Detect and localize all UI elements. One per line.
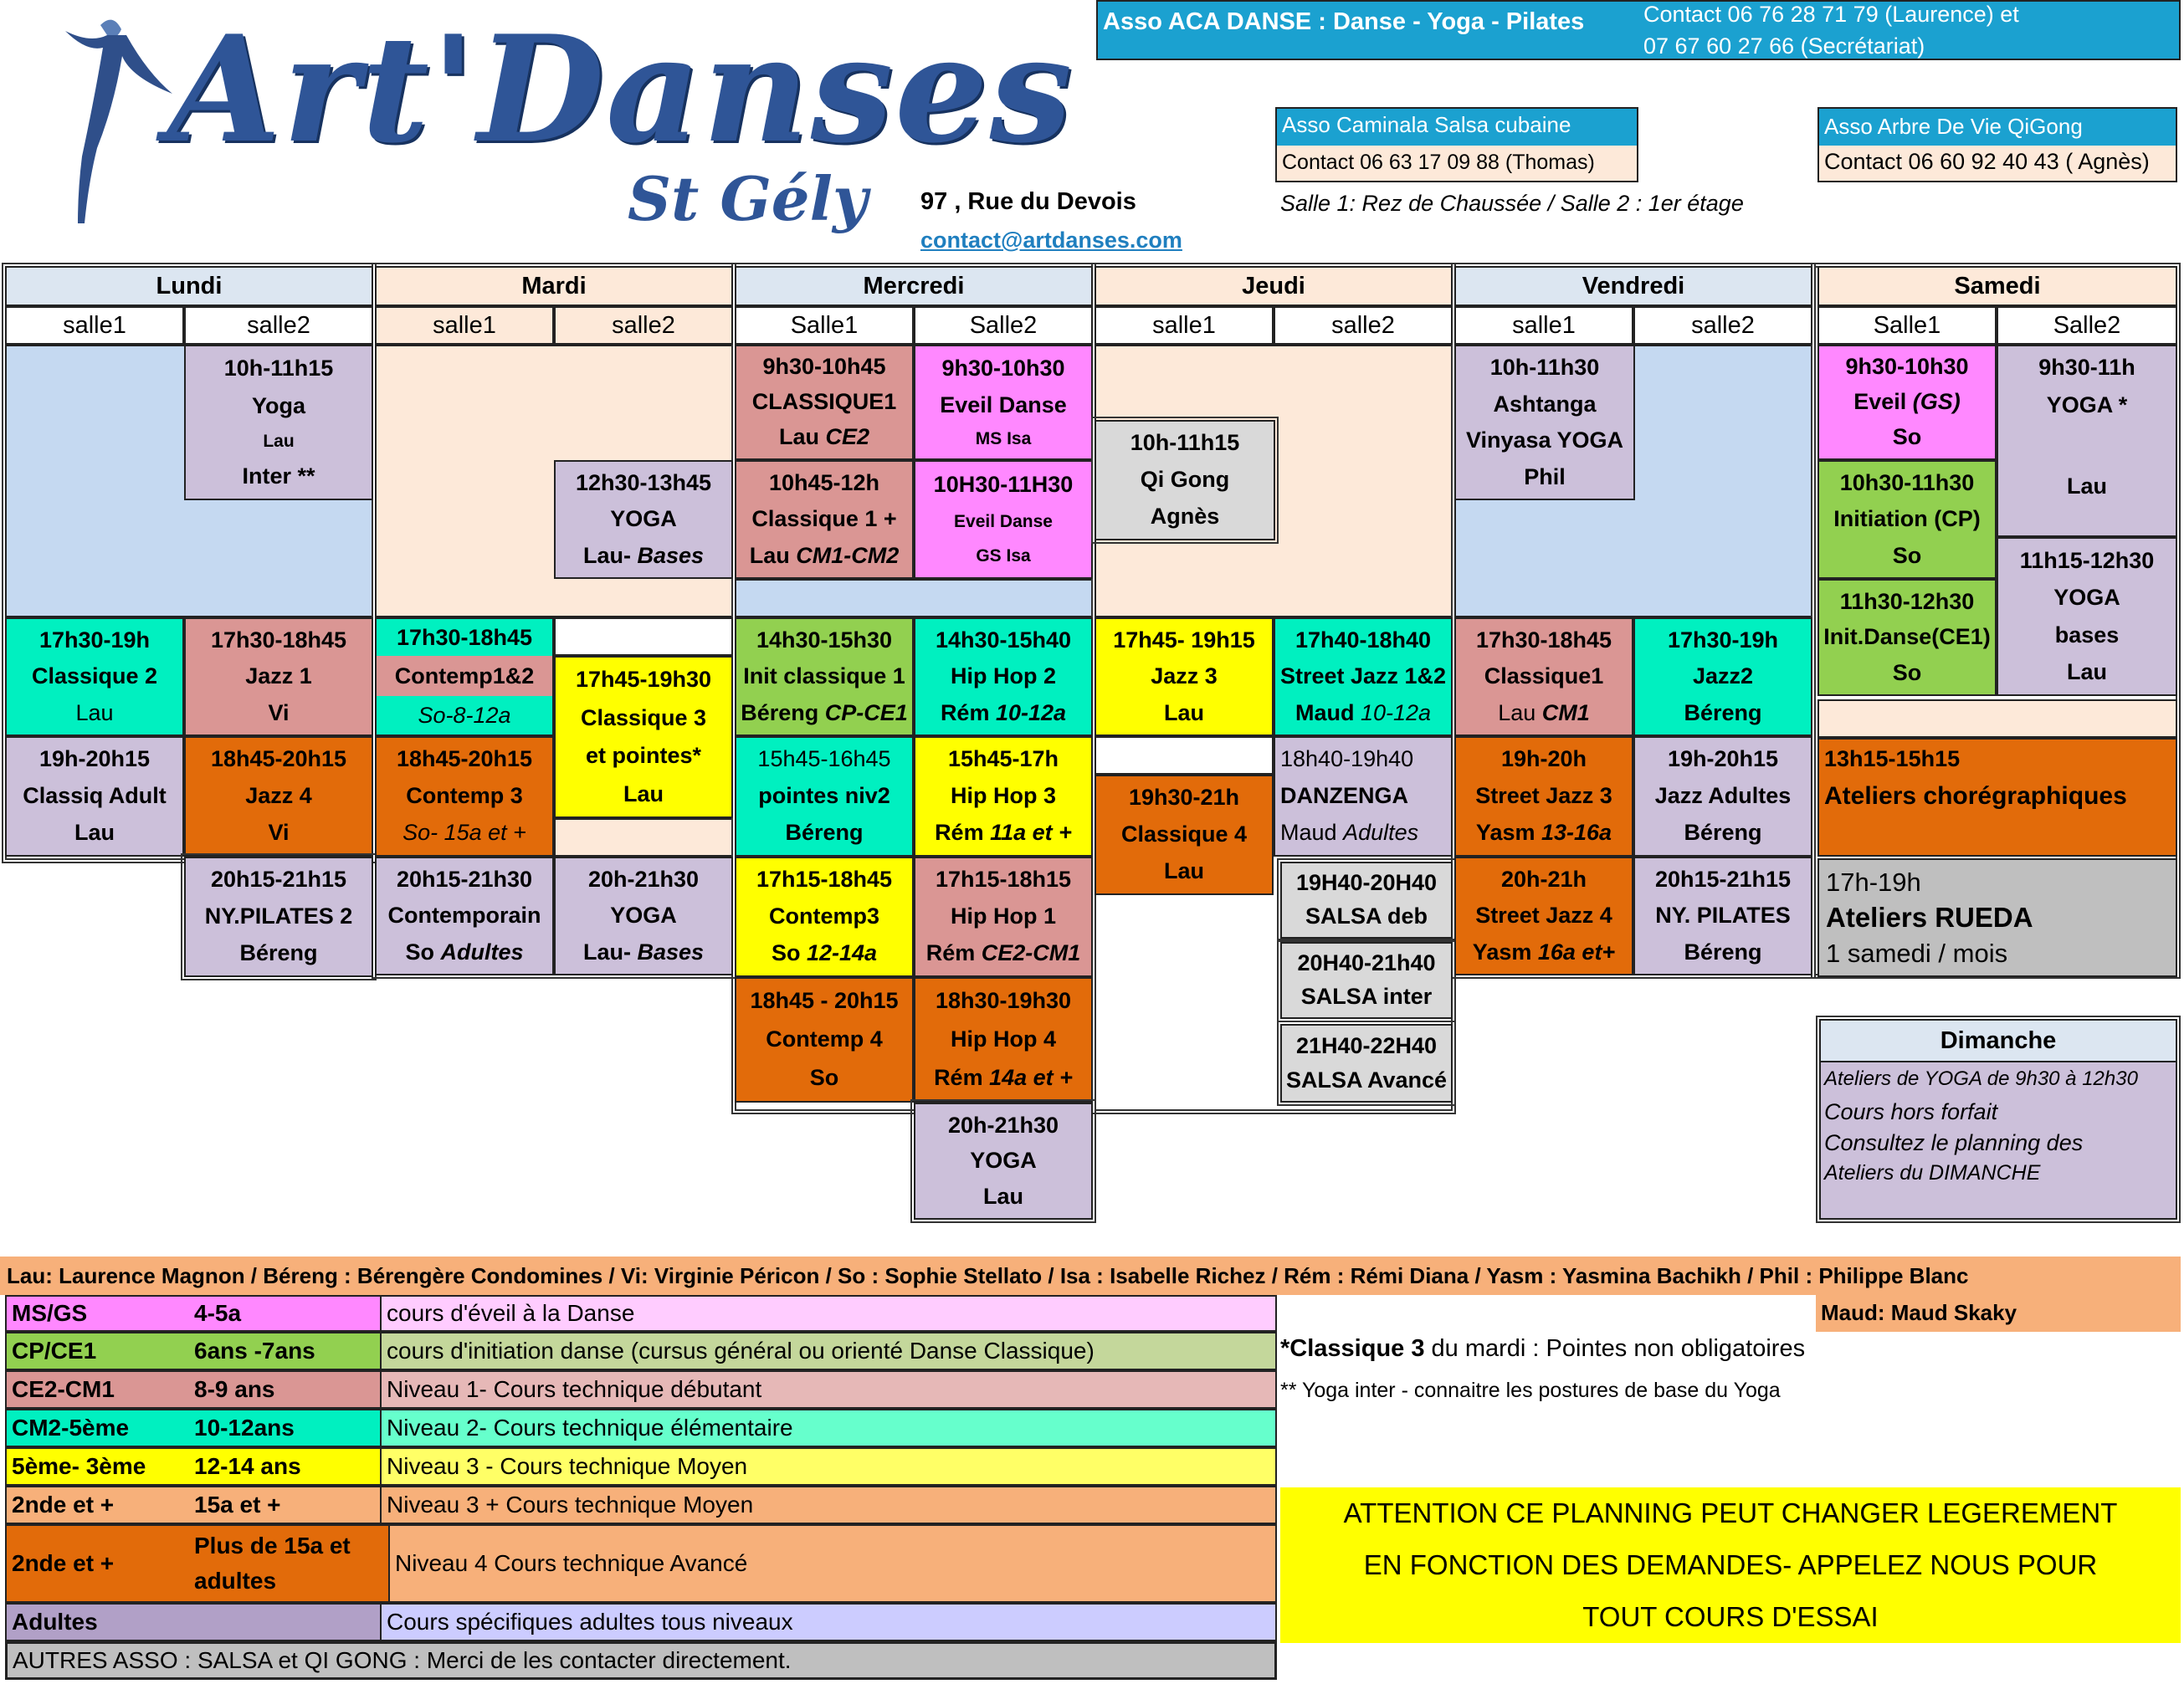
logo-title: Art'Danses [167,4,1074,176]
aca-header [1096,0,2181,60]
course-jeudi-salsa-deb: 19H40-20H40 SALSA deb [1280,862,1453,939]
logo-subtitle: St Gély [628,163,868,234]
day-header-lundi: Lundi [5,266,373,306]
day-header-samedi: Samedi [1817,266,2177,306]
course-mardi-contemporain: 20h15-21h30 Contemporain So Adultes [375,857,554,975]
course-mercredi-pointes: 15h45-16h45 pointes niv2 Béreng [735,736,914,857]
dimanche-title: Dimanche [1821,1021,2176,1062]
course-mardi-classique3: 17h45-19h30 Classique 3 et pointes* Lau [554,656,733,818]
course-mercredi-classique1: 9h30-10h45 CLASSIQUE1 Lau CE2 [735,345,914,460]
aca-contact-2: 07 67 60 27 66 (Secrétariat) [1643,33,1925,59]
course-mardi-contemp12: 17h30-18h45 Contemp1&2 So-8-12a [375,617,554,736]
room-samedi-1: Salle1 [1817,306,1997,345]
attention-line-2: EN FONCTION DES DEMANDES- APPELEZ NOUS POUR [1363,1549,2098,1580]
legend-row: MS/GS 4-5a cours d'éveil à la Danse [5,1295,1277,1332]
samedi-bg [1817,699,2177,738]
dimanche-box [1819,1019,2177,1220]
room-lundi-1: salle1 [5,306,184,345]
course-mardi-yoga-1: 12h30-13h45 YOGA Lau- Bases [554,460,733,579]
mardi-gap-white [554,617,733,656]
day-header-mardi: Mardi [375,266,733,306]
dimanche-line-3: Consultez le planning des [1824,1130,2084,1155]
course-samedi-initiation: 10h30-11h30 Initiation (CP) So [1817,460,1997,579]
teachers-extra: Maud: Maud Skaky [1816,1295,2181,1332]
legend-row: CP/CE1 6ans -7ans cours d'initiation danse (cursus général ou orienté Danse Classique) [5,1332,1277,1370]
course-jeudi-qigong: 10h-11h15 Qi Gong Agnès [1095,420,1275,540]
course-mercredi-contemp4: 18h45 - 20h15 Contemp 4 So [735,977,914,1103]
course-samedi-yoga-2: 11h15-12h30 YOGA bases Lau [1997,537,2177,696]
room-mercredi-2: Salle2 [914,306,1093,345]
legend-row: CM2-5ème 10-12ans Niveau 2- Cours technique élémentaire [5,1409,1277,1447]
salle-note: Salle 1: Rez de Chaussée / Salle 2 : 1er étage [1280,191,1744,216]
day-header-vendredi: Vendredi [1454,266,1812,306]
caminala-title: Asso Caminala Salsa cubaine [1277,109,1637,146]
course-mardi-contemp3: 18h45-20h15 Contemp 3 So- 15a et + [375,736,554,857]
course-jeudi-classique4: 19h30-21h Classique 4 Lau [1095,775,1274,895]
course-samedi-eveil: 9h30-10h30 Eveil (GS) So [1817,345,1997,460]
room-mercredi-1: Salle1 [735,306,914,345]
course-lundi-jazz4: 18h45-20h15 Jazz 4 Vi [184,736,373,857]
attention-line-1: ATTENTION CE PLANNING PEUT CHANGER LEGEREMENT [1343,1497,2118,1528]
legend-row: CE2-CM1 8-9 ans Niveau 1- Cours technique débutant [5,1370,1277,1409]
course-vendredi-street-jazz3: 19h-20h Street Jazz 3 Yasm 13-16a [1454,736,1633,857]
course-jeudi-jazz3: 17h45- 19h15 Jazz 3 Lau [1095,617,1274,736]
dimanche-line-4: Ateliers du DIMANCHE [1824,1161,2041,1185]
room-vendredi-2: salle2 [1633,306,1812,345]
course-mercredi-hiphop3: 15h45-17h Hip Hop 3 Rém 11a et + [914,736,1093,857]
note-yoga-inter: ** Yoga inter - connaitre les postures de base du Yoga [1280,1379,1781,1402]
arbre-title: Asso Arbre De Vie QiGong [1819,109,2176,146]
room-mardi-1: salle1 [375,306,554,345]
course-vendredi-ashtanga: 10h-11h30 Ashtanga Vinyasa YOGA Phil [1454,345,1635,500]
course-mercredi-hiphop1: 17h15-18h15 Hip Hop 1 Rém CE2-CM1 [914,857,1093,977]
arbre-contact: Contact 06 60 92 40 43 ( Agnès) [1819,146,2176,181]
legend-row: 5ème- 3ème 12-14 ans Niveau 3 - Cours technique Moyen [5,1447,1277,1486]
course-samedi-init-danse: 11h30-12h30 Init.Danse(CE1) So [1817,579,1997,696]
attention-line-3: TOUT COURS D'ESSAI [1582,1601,1879,1632]
room-jeudi-2: salle2 [1274,306,1453,345]
teachers-bar [0,1257,2181,1295]
course-vendredi-street-jazz4: 20h-21h Street Jazz 4 Yasm 16a et+ [1454,857,1633,975]
course-lundi-jazz1: 17h30-18h45 Jazz 1 Vi [184,617,373,736]
dimanche-line-1: Ateliers de YOGA de 9h30 à 12h30 [1824,1067,2138,1090]
course-mercredi-init-classique: 14h30-15h30 Init classique 1 Béreng CP-CE1 [735,617,914,736]
mercredi-bg [735,579,1093,617]
course-mercredi-eveil-2: 10H30-11H30 Eveil Danse GS Isa [914,460,1093,579]
dimanche-line-2: Cours hors forfait [1824,1099,1998,1124]
legend-row: 2nde et + Plus de 15a et adultes Niveau 4 Cours technique Avancé [5,1524,1277,1603]
course-lundi-classiq-adult: 19h-20h15 Classiq Adult Lau [5,736,184,857]
course-jeudi-danzenga: 18h40-19h40 DANZENGA Maud Adultes [1274,736,1453,857]
room-jeudi-1: salle1 [1095,306,1274,345]
room-vendredi-1: salle1 [1454,306,1633,345]
course-jeudi-street-jazz: 17h40-18h40 Street Jazz 1&2 Maud 10-12a [1274,617,1453,736]
course-jeudi-salsa-avance: 21H40-22H40 SALSA Avancé [1280,1024,1453,1103]
course-mercredi-hiphop2: 14h30-15h40 Hip Hop 2 Rém 10-12a [914,617,1093,736]
room-mardi-2: salle2 [554,306,733,345]
mardi-bg-2 [554,818,733,857]
legend-row: 2nde et + 15a et + Niveau 3 + Cours technique Moyen [5,1486,1277,1524]
dancer-icon [42,8,176,234]
course-samedi-rueda: 17h-19h Ateliers RUEDA 1 samedi / mois [1817,858,2177,977]
caminala-contact: Contact 06 63 17 09 88 (Thomas) [1277,146,1637,181]
course-lundi-pilates: 20h15-21h15 NY.PILATES 2 Béreng [184,857,373,977]
email-link[interactable]: contact@artdanses.com [920,228,1182,253]
room-samedi-2: Salle2 [1997,306,2177,345]
legend-row: Adultes Cours spécifiques adultes tous niveaux [5,1603,1277,1641]
day-header-jeudi: Jeudi [1095,266,1453,306]
address: 97 , Rue du Devois [920,188,1136,215]
room-lundi-2: salle2 [184,306,373,345]
arbre-box [1817,107,2177,182]
course-mercredi-yoga: 20h-21h30 YOGA Lau [914,1103,1093,1220]
course-mercredi-contemp3: 17h15-18h45 Contemp3 So 12-14a [735,857,914,977]
autres-asso: AUTRES ASSO : SALSA et QI GONG : Merci de les contacter directement. [5,1641,1277,1680]
aca-contact-1: Contact 06 76 28 71 79 (Laurence) et [1643,2,2019,27]
course-mardi-yoga-2: 20h-21h30 YOGA Lau- Bases [554,857,733,975]
course-samedi-ateliers: 13h15-15h15 Ateliers chorégraphiques [1817,738,2177,857]
course-mercredi-classique1-plus: 10h45-12h Classique 1 + Lau CM1-CM2 [735,460,914,579]
course-lundi-yoga: 10h-11h15 Yoga Lau Inter ** [184,345,373,500]
course-vendredi-classique1: 17h30-18h45 Classique1 Lau CM1 [1454,617,1633,736]
course-jeudi-salsa-inter: 20H40-21h40 SALSA inter [1280,942,1453,1019]
attention-box [1280,1487,2181,1643]
course-lundi-classique2: 17h30-19h Classique 2 Lau [5,617,184,736]
note-classique3: *Classique 3 du mardi : Pointes non obligatoires [1280,1335,1806,1362]
course-mercredi-hiphop4: 18h30-19h30 Hip Hop 4 Rém 14a et + [914,977,1093,1103]
course-vendredi-jazz-adultes: 19h-20h15 Jazz Adultes Béreng [1633,736,1812,857]
course-vendredi-jazz2: 17h30-19h Jazz2 Béreng [1633,617,1812,736]
course-mercredi-eveil-1: 9h30-10h30 Eveil Danse MS Isa [914,345,1093,460]
course-vendredi-pilates: 20h15-21h15 NY. PILATES Béreng [1633,857,1812,975]
teachers-line: Lau: Laurence Magnon / Béreng : Bérengère Condomines / Vi: Virginie Péricon / So : Sophie Stellato / Isa : Isabelle Richez / Rém : Rémi Diana / Yasm : Yasmina Bachikh / Phil : Philippe Blanc [7,1263,1969,1288]
caminala-box [1275,107,1638,182]
course-samedi-yoga-1: 9h30-11h YOGA * Lau [1997,345,2177,537]
aca-title: Asso ACA DANSE : Danse - Yoga - Pilates [1103,8,1585,35]
jeudi-gap-white [1095,736,1274,775]
day-header-mercredi: Mercredi [735,266,1093,306]
